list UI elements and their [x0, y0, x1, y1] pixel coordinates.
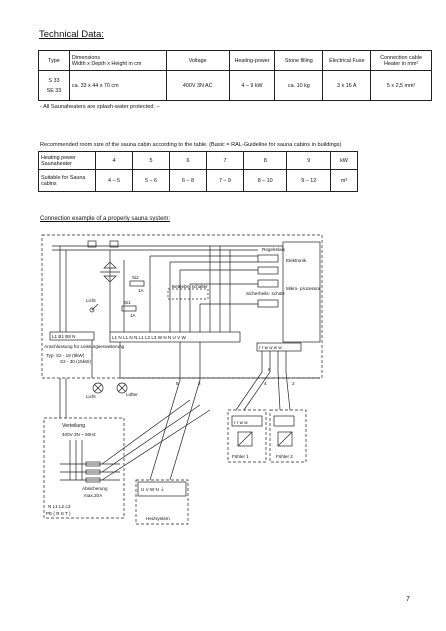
header-dimensions-sub: Width x Depth x Height in cm: [71, 60, 142, 67]
room-power-6: 6: [169, 152, 206, 170]
label-absicherung: Absicherung: [82, 486, 108, 491]
label-mikro: Mikro- prozessor: [286, 286, 321, 291]
room-power-4: 4: [96, 152, 133, 170]
room-intro: Recommended room size of the sauna cabin according to the table. (Basic = RAL-Guideline for sauna cabins in buildings): [40, 142, 342, 148]
label-n6: 6: [268, 367, 271, 372]
label-fuehler1: Fühler 1: [232, 454, 249, 459]
room-power-label: Heating power Saunaheater: [39, 152, 96, 170]
relay-box-1: [258, 255, 278, 262]
cell-heating-power: 4 – 9 kW: [229, 71, 275, 101]
room-cabin-4: 7 – 9: [206, 170, 243, 192]
label-fuehler-terms: r r w w: [234, 420, 248, 425]
label-n3: 3: [198, 381, 201, 386]
label-n5: 5: [176, 381, 179, 386]
room-power-7: 7: [206, 152, 243, 170]
label-typ2: S2 - 30 (15kW): [60, 359, 91, 364]
header-stone-filling: Stone filling: [275, 51, 323, 71]
label-licht: Licht: [86, 394, 96, 399]
splash-note: - All Saunaheaters are splash-water protected. –: [40, 104, 160, 110]
type-se33: SE 33: [46, 87, 62, 94]
cell-dimensions: ca. 33 x 44 x 70 cm: [69, 71, 166, 101]
label-si1: Si1: [124, 300, 131, 305]
label-si2: Si2: [132, 275, 139, 280]
cell-cable: 5 x 2,5 mm²: [371, 71, 432, 101]
header-fuse: Electrical Fuse: [323, 51, 371, 71]
label-betriebsschalter: Betriebs- schalter: [172, 284, 208, 289]
room-cabin-2: 5 – 6: [132, 170, 169, 192]
electronics-box: [283, 242, 320, 342]
room-cabin-1: 4 – 5: [96, 170, 133, 192]
label-heizsystem: Heizsystem: [146, 516, 170, 521]
label-sicherheitsschuetz: Sicherheits- schütz: [246, 291, 285, 296]
label-n2: 2: [292, 381, 295, 386]
label-terminal-sensors: r r w w w w: [259, 345, 282, 350]
label-absicherung-val: max.20A: [84, 493, 103, 498]
room-power-5: 5: [132, 152, 169, 170]
header-type: Type: [39, 51, 70, 71]
header-heating-power: Heating-power: [229, 51, 275, 71]
room-cabin-5: 8 – 10: [243, 170, 287, 192]
technical-title: Technical Data:: [39, 29, 104, 40]
type-s33: S 33: [48, 77, 60, 84]
label-terminal-main: L1 N L1 N N L1 L2 L3 W N N U V W: [112, 335, 186, 340]
label-fuehler2: Fühler 2: [276, 454, 293, 459]
header-dimensions-title: Dimensions: [71, 54, 101, 61]
room-cabin-label: Suitable for Sauna cabins: [39, 170, 96, 192]
label-elektronik: Elektronik: [286, 258, 307, 263]
relay-box-3: [258, 280, 278, 287]
connection-title: Connection example of a properly sauna system:: [40, 216, 171, 222]
label-n4: 4: [264, 381, 267, 386]
relay-box-4: [258, 300, 278, 307]
label-typ1: Typ: S2 - 18 (9kW): [46, 353, 85, 358]
label-si1-val: 1A: [130, 313, 136, 318]
label-si2-val: 1A: [138, 288, 144, 293]
label-nl: N L1 L2 L3: [48, 504, 71, 509]
cell-stone-filling: ca. 10 kg: [275, 71, 323, 101]
label-verteilung-sub: 400V 3N ~ 50Hz: [62, 432, 96, 437]
room-power-8: 8: [243, 152, 287, 170]
relay-box-2: [258, 267, 278, 274]
label-heiz-terms: U V W N ⏚: [141, 487, 165, 492]
room-cabin-6: 9 – 12: [287, 170, 331, 192]
room-cabin-unit: m³: [331, 170, 358, 192]
room-cabin-3: 6 – 8: [169, 170, 206, 192]
label-terminal-left: L1 B1 B8 N: [52, 334, 76, 339]
header-voltage: Voltage: [166, 51, 229, 71]
label-regelrelais: Regelrelais: [262, 247, 285, 252]
label-licht-switch: Licht: [86, 298, 96, 303]
label-anschluss: Anschlussung für Leistungserweiterung: [44, 344, 125, 349]
label-pe: PE ( R S T ): [46, 511, 71, 516]
header-cable: Connection cable Heater in mm²: [371, 51, 432, 71]
page-number: 7: [406, 596, 410, 603]
room-power-9: 9: [287, 152, 331, 170]
label-verteilung: Verteilung: [62, 423, 86, 429]
label-luefter: Lüfter: [126, 392, 138, 397]
room-power-unit: kW: [331, 152, 358, 170]
cell-voltage: 400V 3N AC: [166, 71, 229, 101]
cell-fuse: 3 x 16 A: [323, 71, 371, 101]
